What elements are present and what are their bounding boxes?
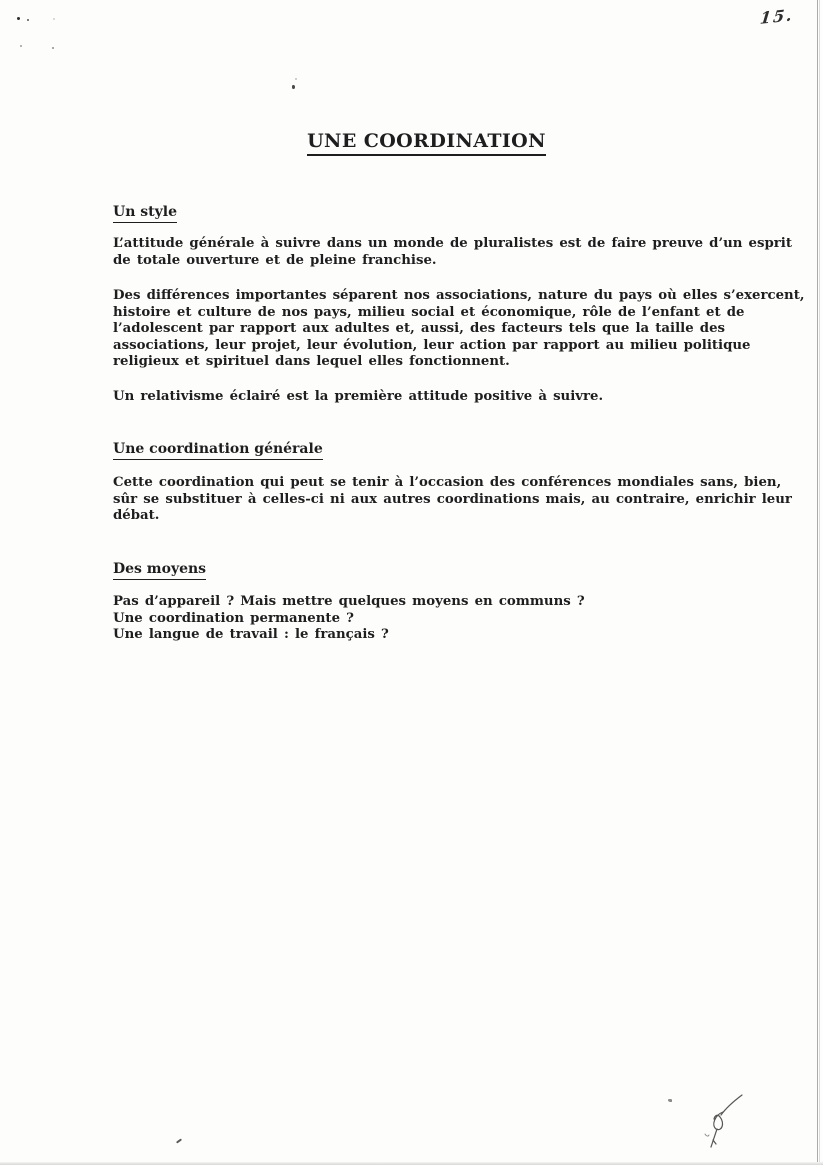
dust-speck	[292, 85, 295, 89]
text-line: associations, leur projet, leur évolution, leur action par rapport au milieu politique	[113, 337, 751, 353]
dust-speck	[17, 17, 20, 20]
dust-speck	[295, 78, 297, 80]
scan-page-edge-right	[817, 0, 818, 1165]
paragraph	[113, 236, 793, 269]
text-line: l’adolescent par rapport aux adultes et, aussi, des facteurs tels que la taille des	[113, 321, 726, 337]
dust-speck	[176, 1138, 182, 1143]
paragraph	[113, 594, 753, 644]
scan-page-edge-right-shadow	[819, 0, 820, 1165]
section-heading-coordination-generale: Une coordination générale	[113, 441, 323, 457]
paragraph	[113, 389, 753, 406]
dust-speck	[53, 18, 55, 20]
dust-speck	[20, 45, 22, 47]
paragraph	[113, 475, 792, 525]
section-heading-un-style: Un style	[113, 204, 177, 220]
text-line: Un relativisme éclairé est la première attitude positive à suivre.	[113, 389, 604, 404]
handwritten-page-number: 15.	[759, 5, 795, 28]
text-line: Une langue de travail : le français ?	[113, 627, 389, 643]
ink-dot	[668, 1099, 672, 1102]
text-line: religieux et spirituel dans lequel elles fonctionnent.	[113, 354, 510, 370]
text-line: Pas d’appareil ? Mais mettre quelques moyens en communs ?	[113, 594, 585, 609]
text-line: Des différences importantes séparent nos associations, nature du pays où elles s’exercent,	[113, 288, 805, 303]
document-title: UNE COORDINATION	[307, 130, 546, 156]
text-line: sûr se substituer à celles-ci ni aux autres coordinations mais, au contraire, enrichir leur	[113, 491, 792, 507]
text-line: débat.	[113, 508, 160, 524]
dust-speck	[27, 19, 29, 21]
text-line: L’attitude générale à suivre dans un monde de pluralistes est de faire preuve d’un esprit	[113, 236, 793, 251]
text-line: Une coordination permanente ?	[113, 610, 354, 626]
section-heading-des-moyens: Des moyens	[113, 561, 206, 577]
paragraph	[113, 288, 805, 371]
dust-speck	[52, 47, 54, 49]
ink-flourish-mark	[696, 1092, 750, 1152]
text-line: Cette coordination qui peut se tenir à l’occasion des conférences mondiales sans, bien,	[113, 475, 782, 490]
text-line: histoire et culture de nos pays, milieu social et économique, rôle de l’enfant et de	[113, 304, 745, 320]
text-line: de totale ouverture et de pleine franchise.	[113, 252, 437, 268]
